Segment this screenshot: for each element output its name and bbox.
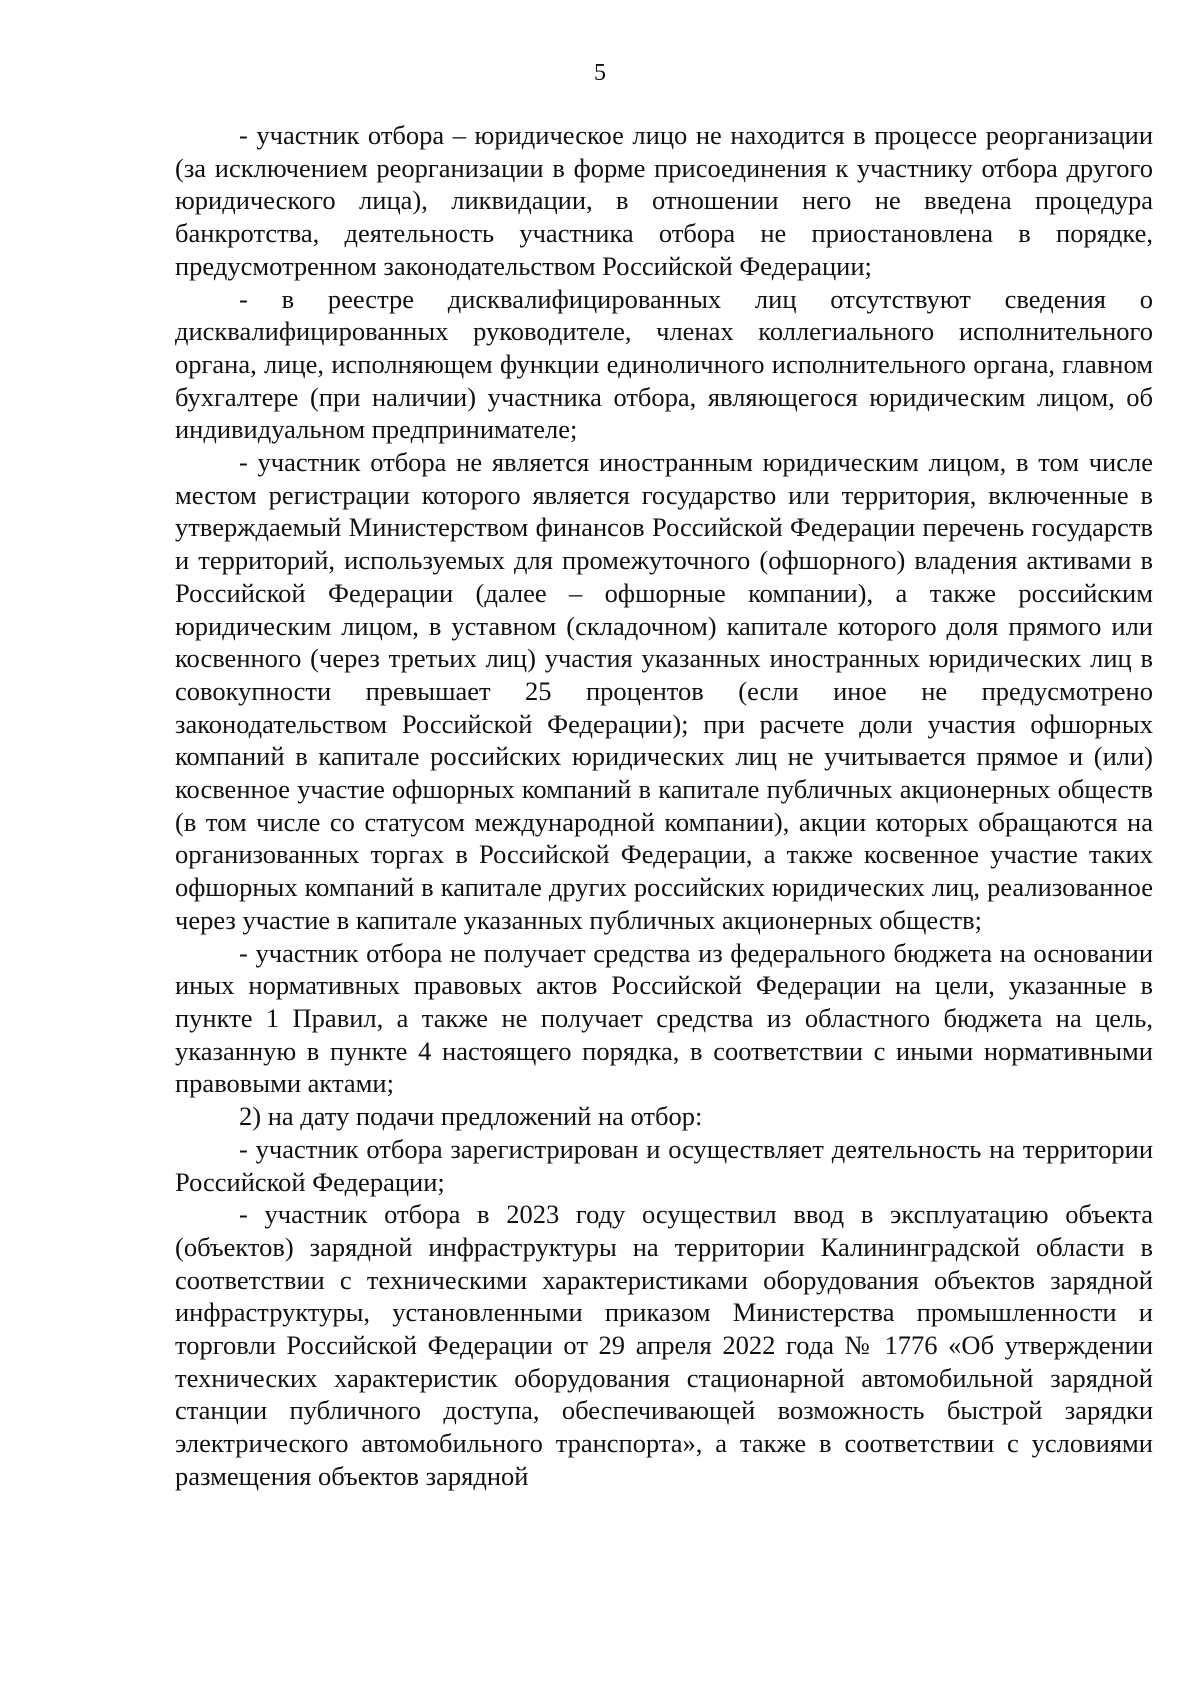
paragraph-federal-budget: - участник отбора не получает средства из федерального бюджета на основании иных нормативных правовых актов Российской Федерации на цели, указанные в пункте 1 Правил, а также не получает средства из областного бюджета на цель, указанную в пункте 4 настоящего порядка, в соответствии с иными нормативными правовыми актами; [175, 937, 1153, 1099]
page-number: 5 [594, 60, 606, 86]
paragraph-reorganization: - участник отбора – юридическое лицо не находится в процессе реорганизации (за исключением реорганизации в форме присоединения к участнику отбора другого юридического лица), ликвидации, в отношении него не введена процедура банкротства, деятельность участника отбора не приостановлена в порядке, предусмотренном законодательством Российской Федерации; [175, 120, 1153, 281]
document-body [175, 119, 1153, 1493]
paragraph-offshore-companies: - участник отбора не является иностранным юридическим лицом, в том числе местом регистрации которого является государство или территория, включенные в утверждаемый Министерством финансов Российской Федерации перечень государств и территорий, используемых для промежуточного (офшорного) владения активами в Российской Федерации (далее – офшорные компании), а также российским юридическим лицом, в уставном (складочном) капитале которого доля прямого или косвенного (через третьих лиц) участия указанных иностранных юридических лиц в совокупности превышает 25 процентов (если иное не предусмотрено законодательством Российской Федерации); при расчете доли участия офшорных компаний в капитале российских юридических лиц не учитывается прямое и (или) косвенное участие офшорных компаний в капитале публичных акционерных обществ (в том числе со статусом международной компании), акции которых обращаются на организованных торгах в Российской Федерации, а также косвенное участие таких офшорных компаний в капитале других российских юридических лиц, реализованное через участие в капитале указанных публичных акционерных обществ; [175, 447, 1153, 935]
paragraph-submission-date: 2) на дату подачи предложений на отбор: [239, 1101, 703, 1132]
paragraph-charging-infrastructure: - участник отбора в 2023 году осуществил ввод в эксплуатацию объекта (объектов) зарядной инфраструктуры на территории Калининградской области в соответствии с техническими характеристиками оборудования объектов зарядной инфраструктуры, установленными приказом Министерства промышленности и торговли Российской Федерации от 29 апреля 2022 года № 1776 «Об утверждении технических характеристик оборудования стационарной автомобильной зарядной станции публичного доступа, обеспечивающей возможность быстрой зарядки электрического автомобильного транспорта», а также в соответствии с условиями размещения объектов зарядной [175, 1199, 1153, 1491]
paragraph-registration: - участник отбора зарегистрирован и осуществляет деятельность на территории Российской Федерации; [175, 1133, 1153, 1197]
paragraph-disqualified-registry: - в реестре дисквалифицированных лиц отсутствуют сведения о дисквалифицированных руководителе, членах коллегиального исполнительного органа, лице, исполняющем функции единоличного исполнительного органа, главном бухгалтере (при наличии) участника отбора, являющегося юридическим лицом, об индивидуальном предпринимателе; [175, 283, 1153, 445]
